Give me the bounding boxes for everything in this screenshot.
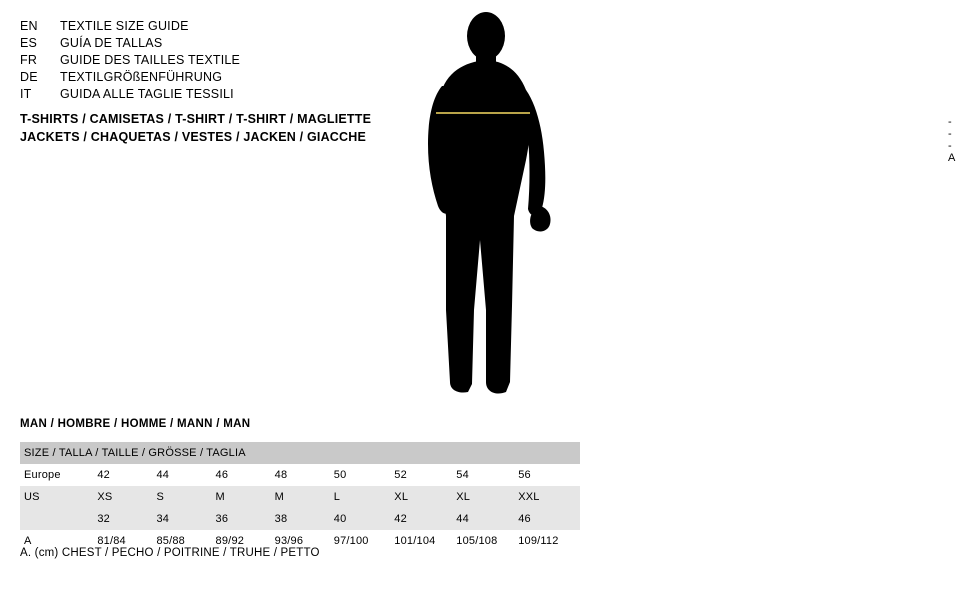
language-title: GUIDE DES TAILLES TEXTILE xyxy=(60,53,241,67)
table-cell: 56 xyxy=(518,464,580,486)
table-cell: 36 xyxy=(216,508,275,530)
callout-dashes: - - - xyxy=(948,116,953,152)
language-code: DE xyxy=(20,70,38,84)
language-row xyxy=(20,18,350,35)
table-header-label: SIZE / TALLA / TAILLE / GRÖSSE / TAGLIA xyxy=(20,442,580,464)
row-label: US xyxy=(20,486,97,508)
table-cell: 101/104 xyxy=(394,530,456,552)
garment-category-block xyxy=(20,110,420,146)
table-cell: 44 xyxy=(456,508,518,530)
language-code: ES xyxy=(20,36,38,50)
table-cell: 42 xyxy=(394,508,456,530)
table-title: MAN / HOMBRE / HOMME / MANN / MAN xyxy=(20,418,251,430)
table-cell: M xyxy=(275,486,334,508)
table-cell: 105/108 xyxy=(456,530,518,552)
table-cell: 81/84 xyxy=(97,530,156,552)
language-title: TEXTILGRÖßENFÜHRUNG xyxy=(60,70,223,84)
table-row xyxy=(20,486,580,508)
language-code: FR xyxy=(20,53,38,67)
footnote-chest-measure: A. (cm) CHEST / PECHO / POITRINE / TRUHE / PETTO xyxy=(20,547,320,559)
table-row xyxy=(20,464,580,486)
language-title: TEXTILE SIZE GUIDE xyxy=(60,19,189,33)
language-title: GUIDA ALLE TAGLIE TESSILI xyxy=(60,87,234,101)
table-cell: 97/100 xyxy=(334,530,395,552)
table-cell: 40 xyxy=(334,508,395,530)
table-cell: XXL xyxy=(518,486,580,508)
language-row xyxy=(20,52,350,69)
callout-a-label xyxy=(948,116,956,164)
size-table xyxy=(20,442,580,552)
language-row xyxy=(20,69,350,86)
garment-line-tshirts: T-SHIRTS / CAMISETAS / T-SHIRT / T-SHIRT / MAGLIETTE xyxy=(20,112,372,126)
table-cell: 50 xyxy=(334,464,395,486)
table-cell: XL xyxy=(456,486,518,508)
table-cell: M xyxy=(216,486,275,508)
silhouette-icon xyxy=(400,10,600,410)
language-code: IT xyxy=(20,87,32,101)
table-cell: 42 xyxy=(97,464,156,486)
language-code: EN xyxy=(20,19,38,33)
row-label: A xyxy=(20,530,97,552)
table-cell: XS xyxy=(97,486,156,508)
table-row xyxy=(20,508,580,530)
table-header-row xyxy=(20,442,580,464)
table-cell: 89/92 xyxy=(216,530,275,552)
table-cell: S xyxy=(156,486,215,508)
table-cell: 38 xyxy=(275,508,334,530)
table-cell: 32 xyxy=(97,508,156,530)
garment-line-jackets: JACKETS / CHAQUETAS / VESTES / JACKEN / GIACCHE xyxy=(20,130,367,144)
table-cell: 54 xyxy=(456,464,518,486)
language-header-block xyxy=(20,18,350,103)
row-label xyxy=(20,508,97,530)
table-cell: L xyxy=(334,486,395,508)
table-cell: 93/96 xyxy=(275,530,334,552)
male-silhouette-figure xyxy=(400,10,956,410)
table-cell: XL xyxy=(394,486,456,508)
table-cell: 46 xyxy=(216,464,275,486)
language-row xyxy=(20,35,350,52)
table-cell: 46 xyxy=(518,508,580,530)
table-cell: 34 xyxy=(156,508,215,530)
table-cell: 109/112 xyxy=(518,530,580,552)
callout-letter: A xyxy=(948,152,956,164)
table-cell: 52 xyxy=(394,464,456,486)
table-cell: 48 xyxy=(275,464,334,486)
row-label: Europe xyxy=(20,464,97,486)
table-cell: 44 xyxy=(156,464,215,486)
language-title: GUÍA DE TALLAS xyxy=(60,36,163,50)
table-cell: 85/88 xyxy=(156,530,215,552)
language-row xyxy=(20,86,350,103)
